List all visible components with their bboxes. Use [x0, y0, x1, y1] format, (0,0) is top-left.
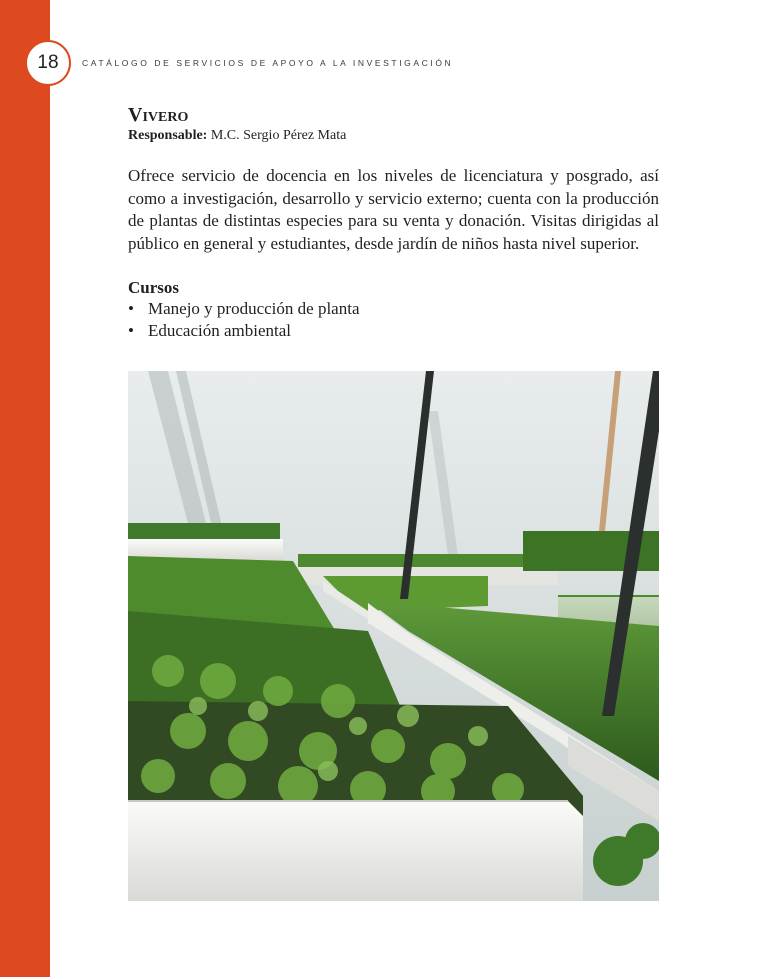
- cursos-title: Cursos: [128, 278, 180, 297]
- greenhouse-seedlings-illustration: [128, 371, 659, 901]
- bullet-icon: •: [128, 299, 134, 318]
- responsable-line: [128, 127, 659, 145]
- list-item-label: Educación ambiental: [148, 321, 292, 340]
- content: [128, 104, 659, 342]
- page-number: 18: [25, 40, 71, 86]
- list-item: [128, 298, 659, 320]
- list-item: [128, 320, 659, 342]
- cursos-list: [128, 298, 659, 342]
- responsable-label: Responsable:: [128, 128, 208, 143]
- section-title: Vivero: [128, 104, 189, 126]
- list-item-label: Manejo y producción de planta: [148, 299, 360, 318]
- running-header: CATÁLOGO DE SERVICIOS DE APOYO A LA INVESTIGACIÓN: [82, 58, 454, 68]
- section-description: Ofrece servicio de docencia en los niveles de licenciatura y posgrado, así como a investigación, desarrollo y servicio externo; cuenta con la producción de plantas de distintas especies para su venta y donación. Visitas dirigidas al público en general y estudiantes, desde jardín de niños hasta nivel superior.: [128, 166, 659, 253]
- nursery-photo: [128, 371, 659, 901]
- responsable-name: M.C. Sergio Pérez Mata: [210, 128, 347, 143]
- side-accent-bar: [0, 0, 50, 977]
- bullet-icon: •: [128, 321, 134, 340]
